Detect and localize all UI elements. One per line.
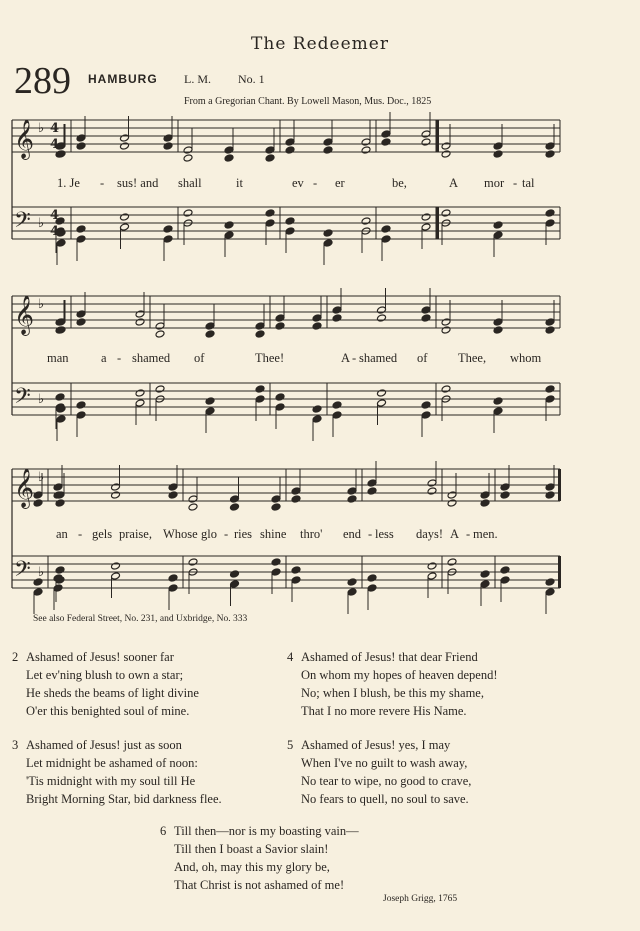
stanza-line: Ashamed of Jesus! yes, I may	[301, 738, 451, 752]
lyric-syllable: gels	[92, 527, 113, 541]
stanza-number: 4	[287, 650, 294, 664]
lyric-syllable: man	[47, 351, 69, 365]
lyric-syllable: er	[335, 176, 345, 190]
bass-clef-icon: 𝄢	[14, 557, 31, 587]
lyric-syllable: 1. Je	[57, 176, 80, 190]
lyric-syllable: A	[450, 527, 460, 541]
lyric-syllable: -	[100, 176, 105, 190]
tune-name: HAMBURG	[88, 72, 158, 86]
stanza-line: That I no more revere His Name.	[301, 704, 467, 718]
lyric-syllable: shamed	[359, 351, 398, 365]
stanza-6	[160, 822, 460, 902]
stanza-line: No; when I blush, be this my shame,	[301, 686, 484, 700]
stanza-line: And, oh, may this my glory be,	[174, 860, 330, 874]
lyric-syllable: tal	[522, 176, 535, 190]
bass-clef-icon: 𝄢	[14, 384, 31, 414]
treble-clef-icon: 𝄞	[14, 295, 35, 335]
composer-credit: From a Gregorian Chant. By Lowell Mason, Mus. Doc., 1825	[184, 96, 432, 107]
lyric-syllable: Thee!	[255, 351, 285, 365]
lyric-syllable: of	[417, 351, 428, 365]
flat-icon: ♭	[38, 297, 45, 312]
stanza-line: 'Tis midnight with my soul till He	[26, 774, 196, 788]
stanza-2	[12, 648, 272, 728]
stanza-line: O'er this benighted soul of mine.	[26, 704, 190, 718]
lyric-syllable: -	[513, 176, 518, 190]
time-signature: 4	[50, 208, 60, 223]
lyric-syllable: praise,	[119, 527, 152, 541]
stanza-line: Till then—nor is my boasting vain—	[174, 824, 359, 838]
stanza-line: Bright Morning Star, bid darkness flee.	[26, 792, 222, 806]
lyric-syllable: shine	[260, 527, 287, 541]
lyric-syllable: days!	[416, 527, 444, 541]
lyric-syllable: -	[117, 351, 122, 365]
lyric-syllable: A	[449, 176, 459, 190]
lyric-syllable: -	[368, 527, 373, 541]
treble-clef-icon: 𝄞	[14, 468, 35, 508]
stanza-line: Let ev'ning blush to own a star;	[26, 668, 184, 682]
time-signature: 4	[50, 224, 60, 239]
meter: L. M.	[184, 72, 211, 86]
see-also-note: See also Federal Street, No. 231, and Uxbridge, No. 333	[33, 614, 248, 624]
stanza-line: Till then I boast a Savior slain!	[174, 842, 329, 856]
lyric-syllable: A	[341, 351, 351, 365]
hymn-number: 289	[14, 60, 71, 102]
treble-clef-icon: 𝄞	[14, 119, 35, 159]
stanza-5	[287, 736, 577, 816]
lyric-syllable: Thee,	[458, 351, 487, 365]
lyric-syllable: men.	[473, 527, 498, 541]
flat-icon: ♭	[38, 392, 45, 407]
lyric-syllable: -	[352, 351, 357, 365]
stanza-line: He sheds the beams of light divine	[26, 686, 199, 700]
stanza-line: Ashamed of Jesus! that dear Friend	[301, 650, 478, 664]
lyric-syllable: mor	[484, 176, 505, 190]
lyric-syllable: -	[224, 527, 229, 541]
stanza-line: Ashamed of Jesus! just as soon	[26, 738, 182, 752]
lyric-syllable: of	[194, 351, 205, 365]
lyric-syllable: thro'	[300, 527, 323, 541]
stanza-line: When I've no guilt to wash away,	[301, 756, 468, 770]
lyric-syllable: end	[343, 527, 362, 541]
lyric-syllable: glo	[201, 527, 217, 541]
lyric-syllable: less	[375, 527, 394, 541]
lyric-syllable: sus! and	[117, 176, 159, 190]
flat-icon: ♭	[38, 216, 45, 231]
tune-number: No. 1	[238, 72, 265, 86]
stanza-number: 2	[12, 650, 19, 664]
stanza-line: No fears to quell, no soul to save.	[301, 792, 469, 806]
stanza-number: 3	[12, 738, 19, 752]
lyric-syllable: ev	[292, 176, 304, 190]
lyric-syllable: ries	[234, 527, 253, 541]
stanza-line: On whom my hopes of heaven depend!	[301, 668, 498, 682]
lyric-syllable: shamed	[132, 351, 171, 365]
lyric-syllable: -	[313, 176, 318, 190]
flat-icon: ♭	[38, 470, 45, 485]
section-title: The Redeemer	[251, 34, 389, 54]
flat-icon: ♭	[38, 565, 45, 580]
stanza-4	[287, 648, 577, 728]
lyric-syllable: whom	[510, 351, 542, 365]
lyric-syllable: shall	[178, 176, 202, 190]
time-signature: 4	[50, 121, 60, 136]
stanza-line: That Christ is not ashamed of me!	[174, 878, 345, 892]
lyric-syllable: -	[466, 527, 471, 541]
stanza-line: No tear to wipe, no good to crave,	[301, 774, 472, 788]
stanza-line: Let midnight be ashamed of noon:	[26, 756, 198, 770]
author-credit: Joseph Grigg, 1765	[383, 894, 458, 904]
flat-icon: ♭	[38, 121, 45, 136]
lyric-syllable: it	[236, 176, 243, 190]
lyric-syllable: Whose	[163, 527, 198, 541]
lyric-syllable: an	[56, 527, 68, 541]
bass-clef-icon: 𝄢	[14, 208, 31, 238]
lyric-syllable: a	[101, 351, 107, 365]
stanza-3	[12, 736, 287, 816]
stanza-number: 5	[287, 738, 294, 752]
stanza-line: Ashamed of Jesus! sooner far	[26, 650, 174, 664]
time-signature: 4	[50, 137, 60, 152]
lyric-syllable: be,	[392, 176, 407, 190]
lyric-syllable: -	[78, 527, 83, 541]
stanza-number: 6	[160, 824, 167, 838]
